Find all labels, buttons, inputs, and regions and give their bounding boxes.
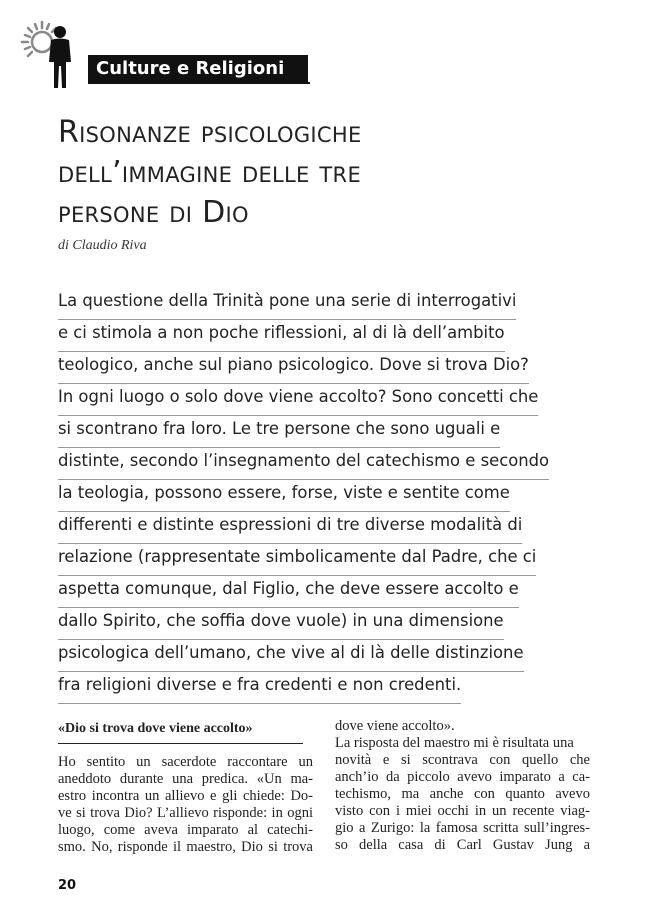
body-line: smo. No, risponde il maestro, Dio si trova: [58, 839, 313, 855]
section-label: Culture e Religioni: [88, 55, 308, 83]
lead-line: distinte, secondo l’insegnamento del catechismo e secondo: [58, 450, 549, 480]
lead-line: relazione (rappresentate simbolicamente dal Padre, che ci: [58, 546, 536, 576]
lead-line: psicologica dell’umano, che vive al di là delle distinzione: [58, 642, 524, 672]
byline: di Claudio Riva: [58, 238, 147, 253]
body-line: Ho sentito un sacerdote raccontare un: [58, 754, 313, 770]
body-line: La risposta del maestro mi è risultata una: [335, 735, 574, 751]
page-number: 20: [58, 878, 77, 893]
body-line: aneddoto durante una predica. «Un ma-: [58, 771, 313, 787]
body-line: visto con i miei occhi in un recente viag-: [335, 803, 590, 819]
body-line: novità e si scontrava con quello che: [335, 752, 590, 768]
title-line: persone di Dio: [58, 195, 249, 230]
lead-line: si scontrano fra loro. Le tre persone che sono uguali e: [58, 418, 500, 448]
article-title: [58, 113, 618, 233]
body-line: luogo, come aveva imparato al catechi-: [58, 822, 313, 838]
body-column-right: [335, 718, 590, 854]
lead-line: In ogni luogo o solo dove viene accolto? Sono concetti che: [58, 386, 538, 416]
lead-line: la teologia, possono essere, forse, viste e sentite come: [58, 482, 510, 512]
header-rule: [88, 82, 310, 84]
lead-line: fra religioni diverse e fra credenti e non credenti.: [58, 674, 461, 704]
body-column-left: [58, 720, 313, 856]
title-line: Risonanze psicologiche: [58, 115, 362, 150]
sun-figure-icon: [20, 20, 80, 92]
body-line: anch’io da piccolo avevo imparato a ca-: [335, 769, 590, 785]
lead-paragraph: [58, 290, 558, 706]
lead-line: e ci stimola a non poche riflessioni, al di là dell’ambito: [58, 322, 505, 352]
lead-line: La questione della Trinità pone una serie di interrogativi: [58, 290, 516, 320]
lead-line: teologico, anche sul piano psicologico. Dove si trova Dio?: [58, 354, 529, 384]
subheading: «Dio si trova dove viene accolto»: [58, 720, 303, 744]
body-line: so della casa di Carl Gustav Jung a: [335, 837, 590, 853]
lead-line: aspetta comunque, dal Figlio, che deve essere accolto e: [58, 578, 519, 608]
lead-line: dallo Spirito, che soffia dove vuole) in una dimensione: [58, 610, 504, 640]
body-line: ve si trova Dio? L’allievo risponde: in ogni: [58, 805, 313, 821]
body-line: gio a Zurigo: la famosa scritta sull’ingres-: [335, 820, 590, 836]
body-line: techismo, ma anche con quanto avevo: [335, 786, 590, 802]
lead-line: differenti e distinte espressioni di tre diverse modalità di: [58, 514, 522, 544]
body-line: estro incontra un allievo e gli chiede: Do-: [58, 788, 313, 804]
body-line: dove viene accolto».: [335, 718, 455, 734]
title-line: dell’immagine delle tre: [58, 155, 362, 190]
